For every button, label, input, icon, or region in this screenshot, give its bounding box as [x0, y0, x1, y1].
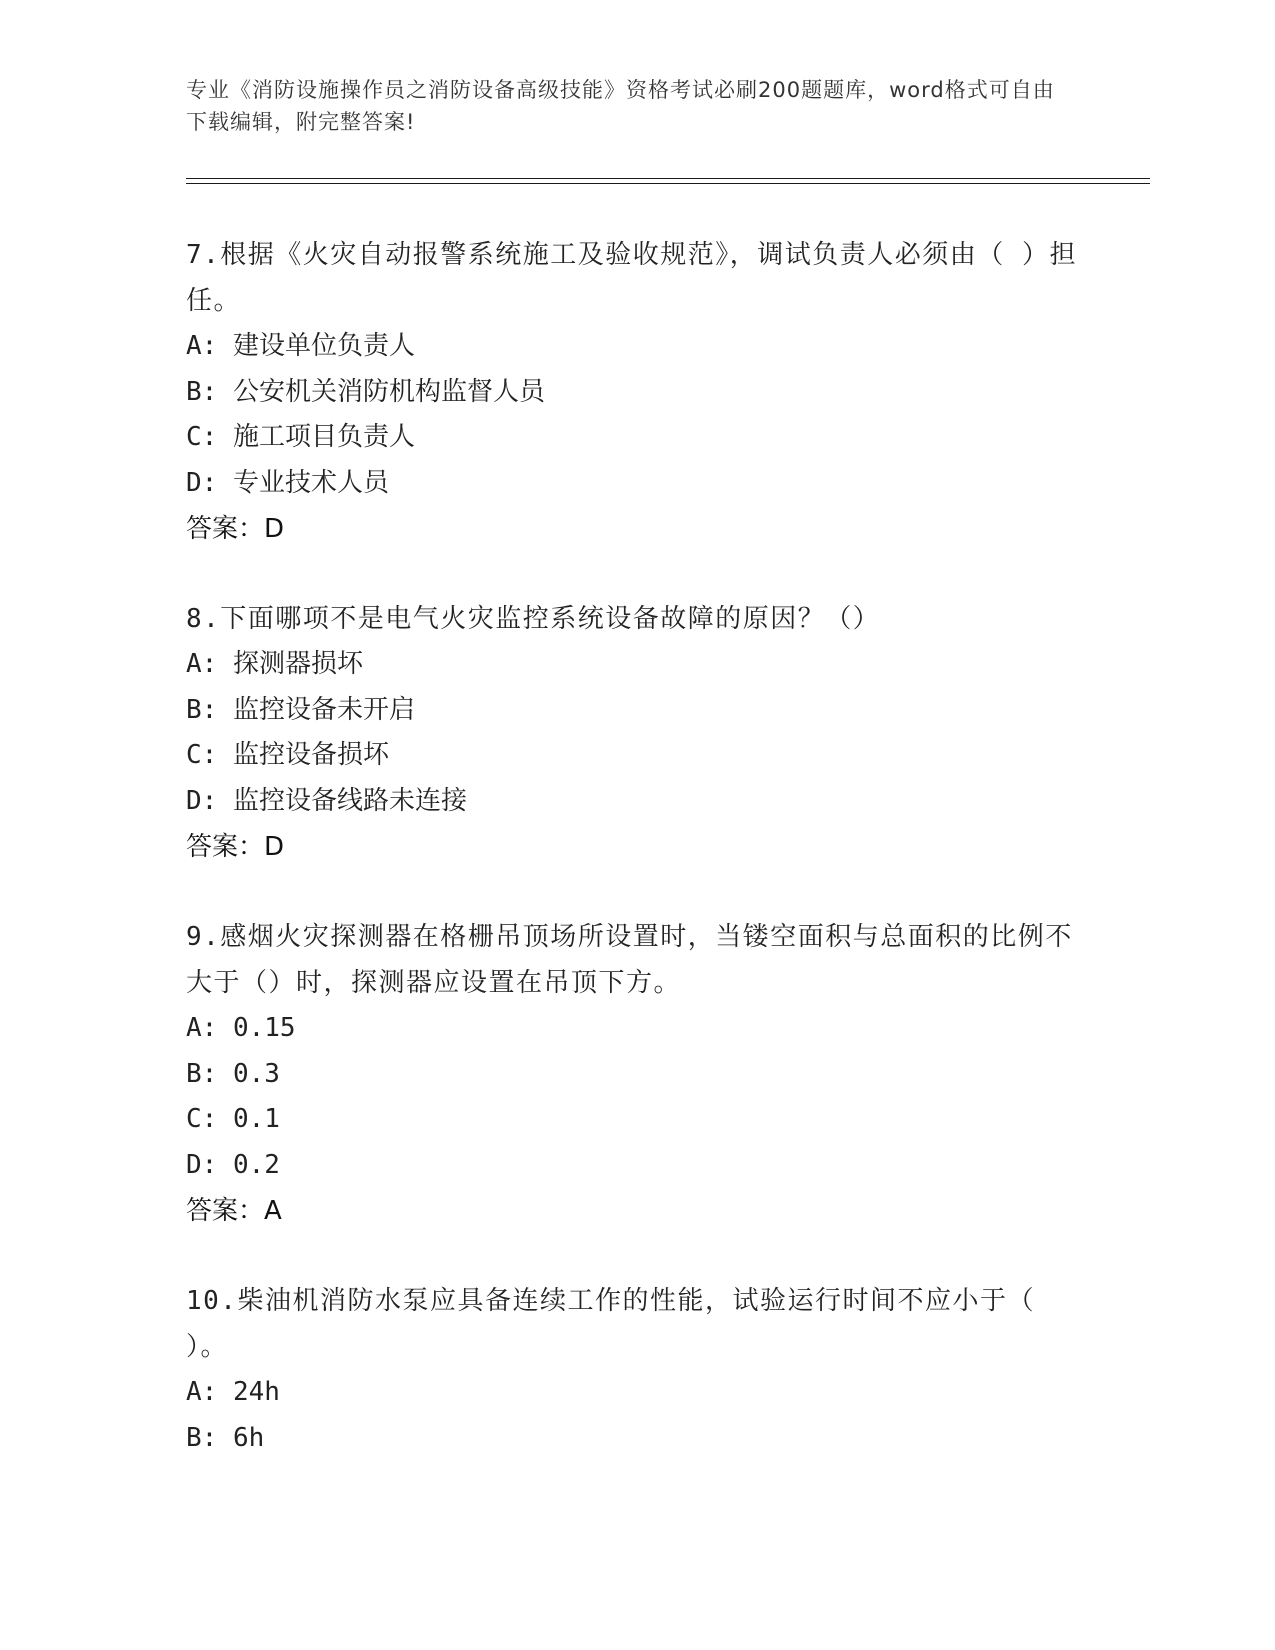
question-stem: 8.下面哪项不是电气火灾监控系统设备故障的原因？（）: [186, 604, 881, 634]
option-d: D: 专业技术人员: [186, 467, 389, 498]
option-a: A: 0.15: [186, 1013, 296, 1043]
option-b: B: 监控设备未开启: [186, 694, 415, 725]
option-c: C: 0.1: [186, 1104, 280, 1134]
option-b: B: 6h: [186, 1422, 265, 1453]
spacer: [186, 1234, 1086, 1278]
spacer: [186, 552, 1086, 596]
option-b: B: 0.3: [186, 1058, 280, 1089]
answer: 答案：D: [186, 832, 285, 862]
option-a: A: 建设单位负责人: [186, 331, 415, 361]
option-b: B: 公安机关消防机构监督人员: [186, 376, 545, 407]
option-a: A: 24h: [186, 1377, 280, 1407]
question-list: [186, 232, 1086, 1461]
header-text: 专业《消防设施操作员之消防设备高级技能》资格考试必刷200题题库，word格式可自由下载编辑，附完整答案!: [186, 78, 1055, 134]
header-divider-top: [186, 178, 1150, 179]
option-a: A: 探测器损坏: [186, 649, 363, 679]
question-stem: 7.根据《火灾自动报警系统施工及验收规范》，调试负责人必须由（ ）担任。: [186, 240, 1077, 316]
answer: 答案：A: [186, 1196, 282, 1226]
option-d: D: 0.2: [186, 1149, 280, 1180]
question-7: [186, 232, 1086, 552]
question-10: [186, 1278, 1086, 1461]
option-d: D: 监控设备线路未连接: [186, 785, 467, 816]
spacer: [186, 870, 1086, 914]
document-header: [186, 74, 1066, 138]
question-stem: 10.柴油机消防水泵应具备连续工作的性能，试验运行时间不应小于（ ）。: [186, 1286, 1035, 1362]
question-stem: 9.感烟火灾探测器在格栅吊顶场所设置时，当镂空面积与总面积的比例不大于（）时，探测器应设置在吊顶下方。: [186, 922, 1073, 998]
option-c: C: 监控设备损坏: [186, 740, 389, 770]
option-c: C: 施工项目负责人: [186, 422, 415, 452]
question-8: [186, 596, 1086, 870]
answer: 答案：D: [186, 514, 285, 544]
header-divider-bottom: [186, 183, 1150, 184]
question-9: [186, 914, 1086, 1234]
